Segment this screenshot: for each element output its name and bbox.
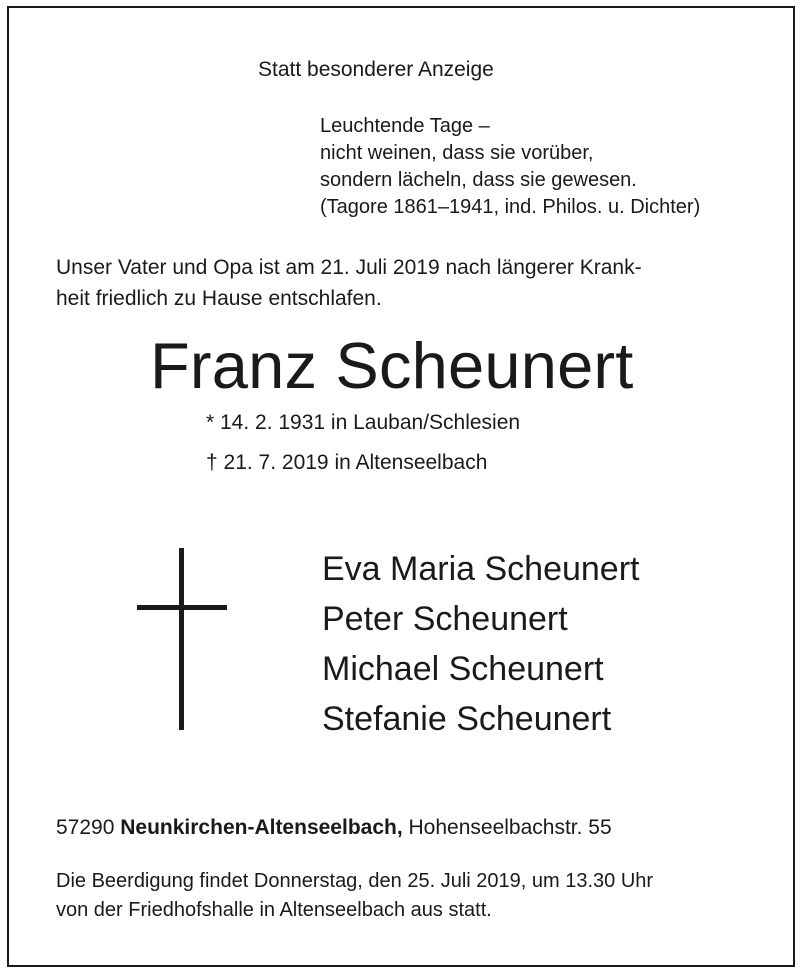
- address-street: Hohenseelbachstr. 55: [408, 816, 612, 839]
- funeral-line: von der Friedhofshalle in Altenseelbach aus statt.: [56, 899, 492, 921]
- intro-line: heit friedlich zu Hause entschlafen.: [56, 287, 382, 310]
- deceased-name: Franz Scheunert: [150, 329, 634, 402]
- funeral-info: [56, 867, 653, 925]
- notice-heading: Statt besonderer Anzeige: [258, 58, 494, 81]
- funeral-line: Die Beerdigung findet Donnerstag, den 25. Juli 2019, um 13.30 Uhr: [56, 870, 654, 892]
- cross-horizontal-beam: [137, 605, 227, 610]
- cross-icon: [137, 548, 227, 730]
- family-member: Michael Scheunert: [322, 650, 604, 688]
- family-list: [322, 544, 640, 744]
- poem-line: nicht weinen, dass sie vorüber,: [320, 142, 594, 164]
- poem-attribution: (Tagore 1861–1941, ind. Philos. u. Dichter): [320, 196, 701, 218]
- family-member: Eva Maria Scheunert: [322, 550, 640, 588]
- birth-date: * 14. 2. 1931 in Lauban/Schlesien: [206, 411, 521, 434]
- poem-line: Leuchtende Tage –: [320, 115, 490, 137]
- family-member: Peter Scheunert: [322, 600, 568, 638]
- address-zip: 57290: [56, 816, 115, 839]
- intro-text: [56, 252, 642, 314]
- family-member: Stefanie Scheunert: [322, 700, 612, 738]
- poem-line: sondern lächeln, dass sie gewesen.: [320, 169, 637, 191]
- address-line: [56, 812, 612, 843]
- death-date: † 21. 7. 2019 in Altenseelbach: [206, 451, 488, 474]
- poem-quote: [320, 113, 700, 221]
- address-city: Neunkirchen-Altenseelbach,: [120, 816, 403, 839]
- cross-vertical-beam: [179, 548, 184, 730]
- life-dates: [206, 403, 520, 483]
- intro-line: Unser Vater und Opa ist am 21. Juli 2019 nach längerer Krank-: [56, 256, 642, 279]
